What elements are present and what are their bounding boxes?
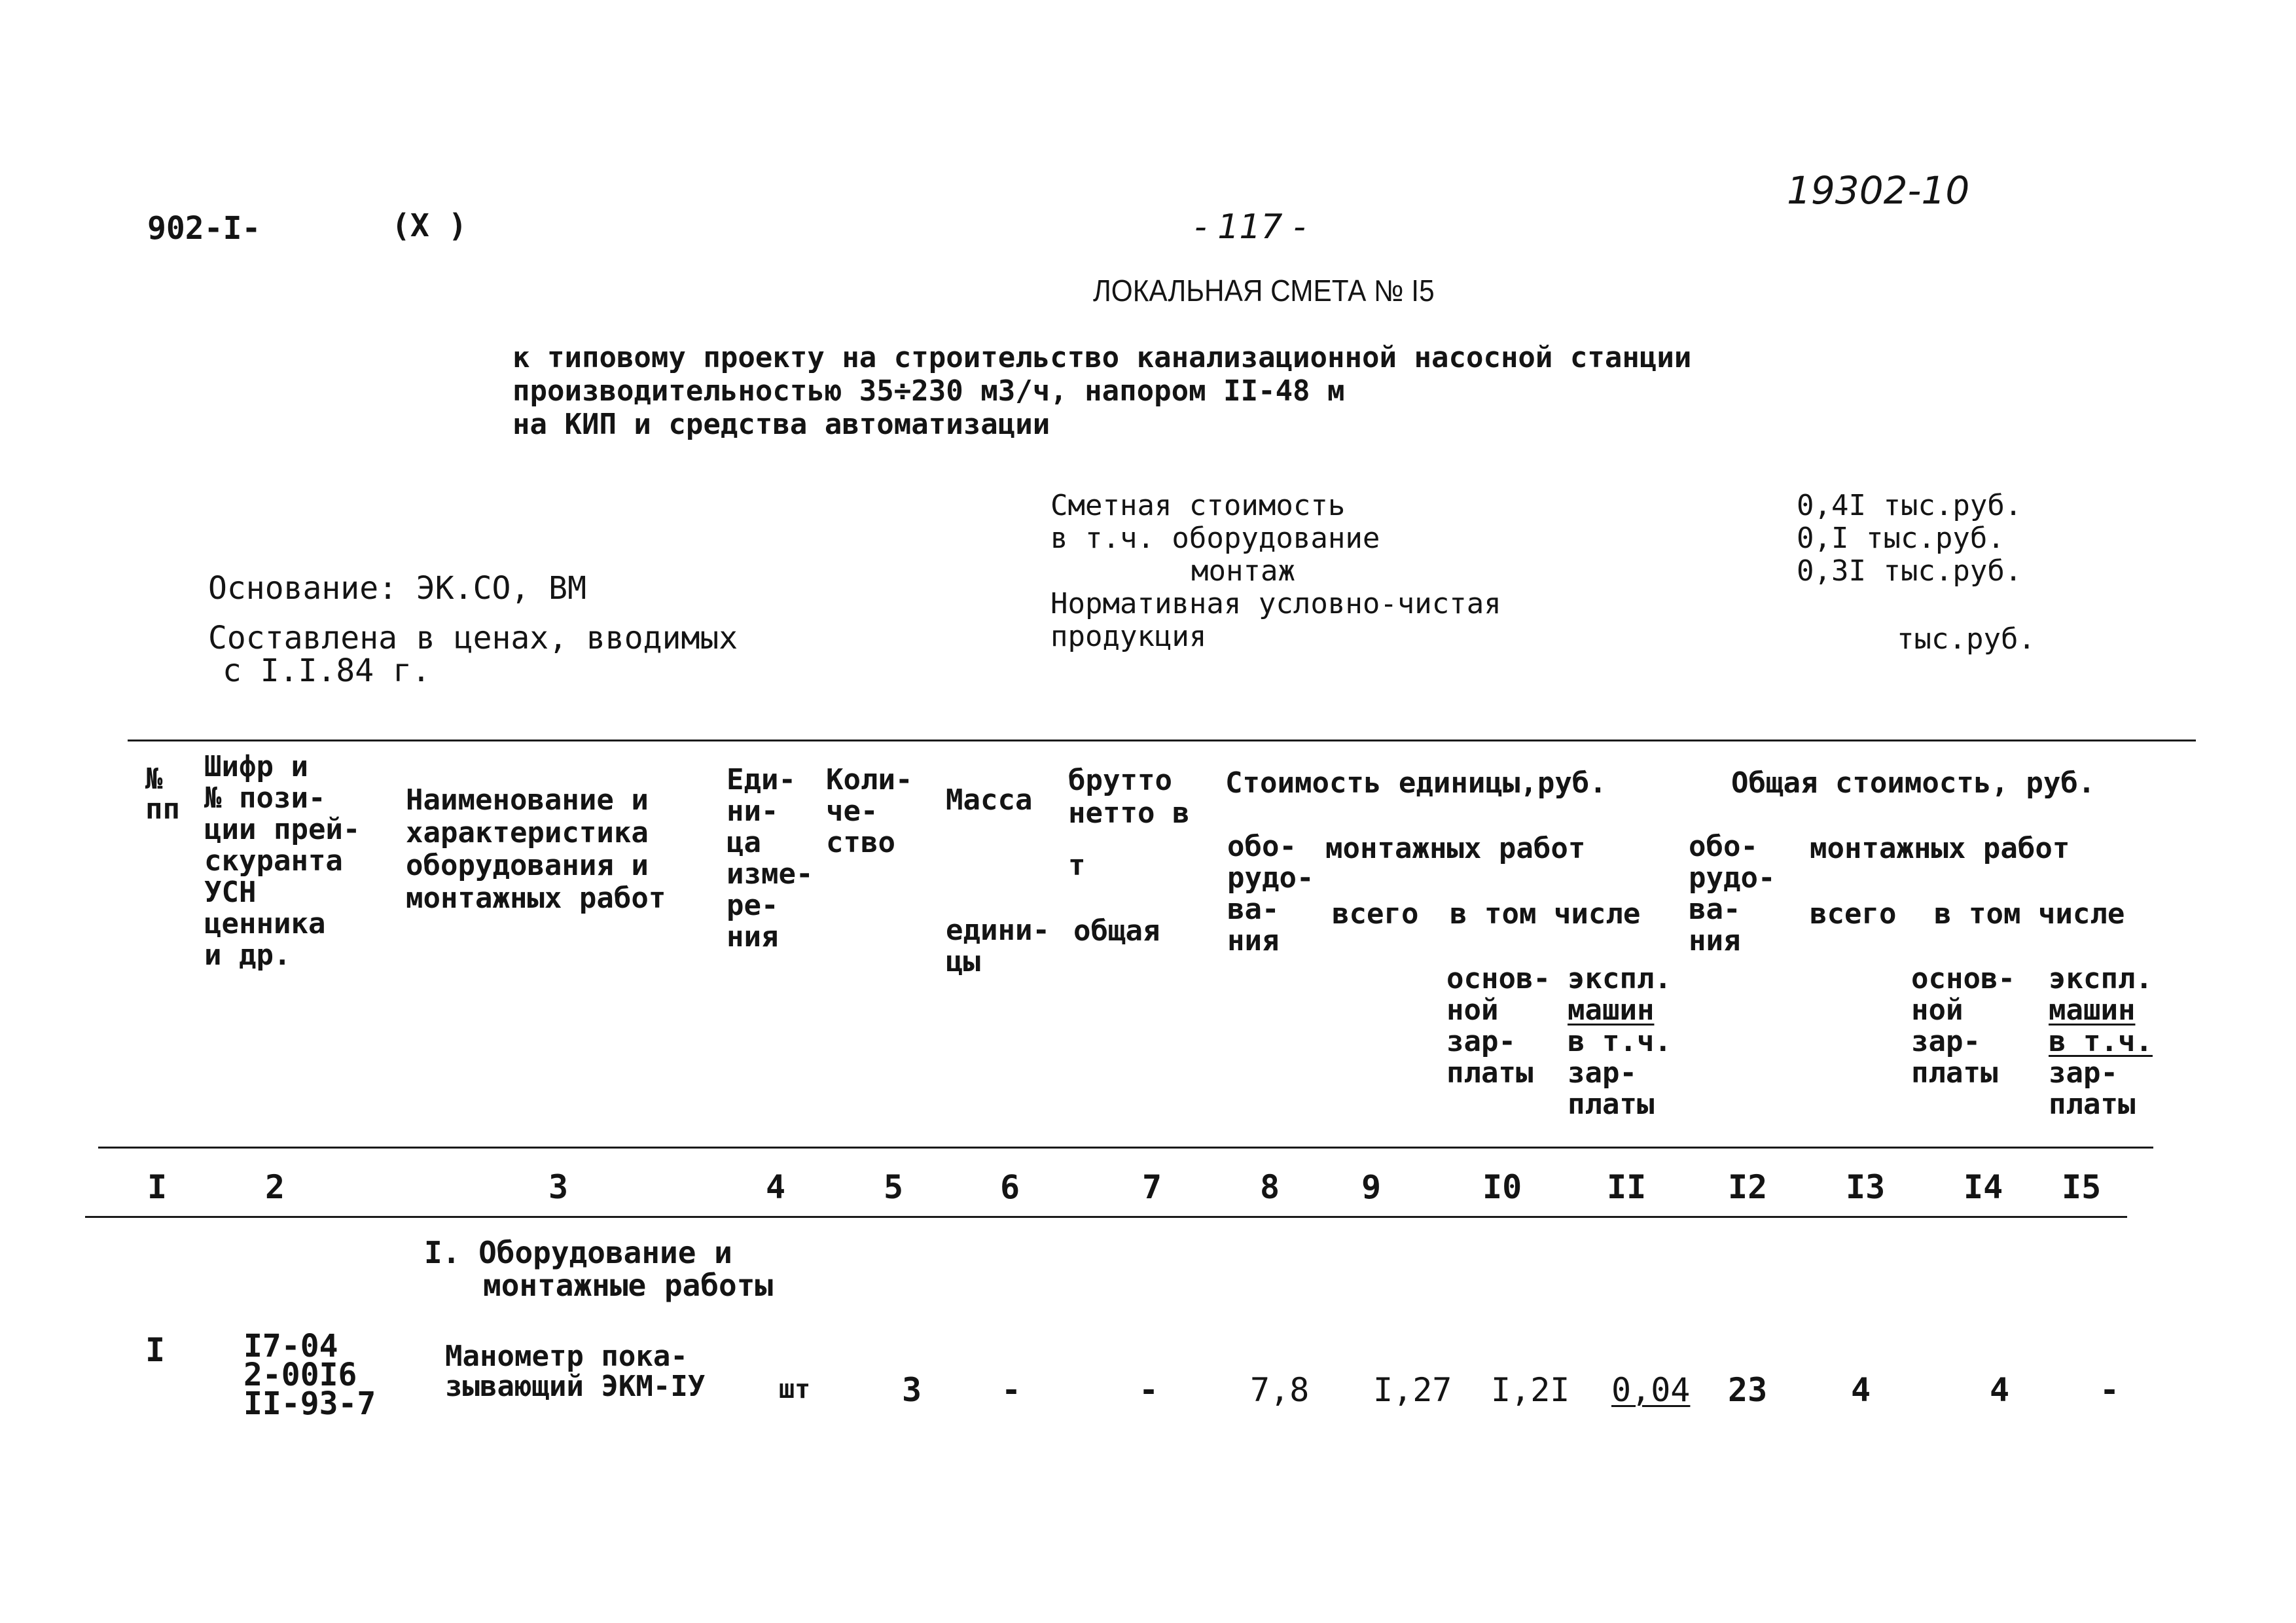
header-total-basic-wage: основ- ной зар- платы [1911,962,2015,1090]
installation-label: монтаж [1191,554,1295,588]
row-quantity: 3 [902,1371,922,1409]
equipment-label: в т.ч. оборудование [1050,522,1380,555]
row-name: Манометр пока- зывающий ЭКМ-IУ [445,1340,706,1403]
subtitle-line-3: на КИП и средства автоматизации [512,408,1050,441]
basis: Основание: ЭК.СО, ВМ [208,570,586,607]
row-number: I [145,1331,166,1369]
column-numbers-rule [85,1216,2127,1218]
column-number-12: I2 [1728,1168,1768,1206]
header-unit-t: т [1068,849,1086,882]
estimate-label: Сметная стоимость [1050,489,1346,522]
normative-label-1: Нормативная условно-чистая [1050,587,1501,620]
column-number-14: I4 [1964,1168,2003,1206]
document-code: 902-I- [147,210,261,247]
header-unit-total: всего [1332,897,1419,931]
column-number-5: 5 [884,1168,904,1206]
row-install-total-machines: - [2100,1371,2120,1409]
subtitle-line-1: к типовому проекту на строительство канализационной насосной станции [512,341,1692,374]
header-mass-unit: едини- цы [946,914,1050,978]
row-mass-unit: - [1001,1371,1022,1409]
column-number-2: 2 [265,1168,285,1206]
row-code: I7-04 2-00I6 II-93-7 [243,1328,376,1422]
header-unit-install-works: монтажных работ [1325,832,1586,865]
header-total-machines: экспл. машин в т.ч. зар- платы [2049,962,2153,1121]
header-total-incl: в том числе [1934,897,2125,931]
page-number: - 117 - [1194,207,1306,247]
header-total-total: всего [1810,897,1897,931]
header-unit-incl: в том числе [1450,897,1641,931]
normative-value: тыс.руб. [1897,622,2036,656]
header-unit-basic-wage: основ- ной зар- платы [1446,962,1551,1090]
estimate-value: 0,4I тыс.руб. [1797,489,2022,522]
column-number-6: 6 [1000,1168,1020,1206]
column-number-4: 4 [766,1168,786,1206]
row-equipment-unit-cost: 7,8 [1250,1371,1310,1409]
prices-line-1: Составлена в ценах, вводимых [208,620,738,656]
header-netto: нетто в [1068,796,1190,830]
header-col-5: Коли- че- ство [826,763,913,859]
header-mass-total: общая [1073,914,1160,948]
column-number-13: I3 [1846,1168,1886,1206]
document-variant: (X ) [391,207,467,244]
header-col-3: Наименование и характеристика оборудования и монтажных работ [406,783,666,915]
row-install-total: 4 [1851,1371,1871,1409]
column-number-8: 8 [1260,1168,1280,1206]
section-title-line-1: I. Оборудование и [424,1235,732,1270]
header-mass: Масса [946,783,1033,817]
header-col-4: Еди- ни- ца изме- ре- ния [726,763,814,954]
table-top-rule [128,740,2196,741]
header-unit-machines: экспл. машин в т.ч. зар- платы [1568,962,1672,1121]
header-total-cost: Общая стоимость, руб. [1731,766,2096,800]
header-col-2: Шифр и № пози- ции прей- скуранта УСН ценника и др. [204,750,361,972]
row-mass-total: - [1139,1371,1159,1409]
column-number-15: I5 [2062,1168,2102,1206]
row-equipment-total: 23 [1728,1371,1768,1409]
header-unit-cost: Стоимость единицы,руб. [1225,766,1607,800]
page-title: ЛОКАЛЬНАЯ СМЕТА № I5 [1093,274,1435,308]
column-number-1: I [147,1168,168,1206]
header-total-install-works: монтажных работ [1810,832,2070,865]
prices-line-2: с I.I.84 г. [223,652,431,689]
row-install-unit-machines: 0,04 [1611,1371,1691,1409]
column-number-10: I0 [1482,1168,1522,1206]
equipment-value: 0,I тыс.руб. [1797,522,2005,555]
normative-label-2: продукция [1050,620,1207,653]
header-brutto: брутто [1068,764,1172,797]
row-install-total-wage: 4 [1990,1371,2010,1409]
header-unit-equipment: обо- рудо- ва- ния [1227,830,1314,957]
column-number-3: 3 [548,1168,569,1206]
row-install-unit-wage: I,2I [1491,1371,1570,1409]
header-col-1: № пп [145,762,180,826]
row-install-unit-total: I,27 [1373,1371,1452,1409]
subtitle-line-2: производительностью 35÷230 м3/ч, напором II-48 м [512,374,1345,408]
header-total-equipment: обо- рудо- ва- ния [1689,830,1776,957]
section-title-line-2: монтажные работы [483,1268,774,1303]
column-number-11: II [1607,1168,1647,1206]
header-bottom-rule [98,1147,2153,1149]
handwritten-number: 19302-10 [1787,168,1970,213]
installation-value: 0,3I тыс.руб. [1797,554,2022,588]
row-unit: шт [779,1374,811,1404]
column-number-7: 7 [1142,1168,1162,1206]
column-number-9: 9 [1361,1168,1382,1206]
